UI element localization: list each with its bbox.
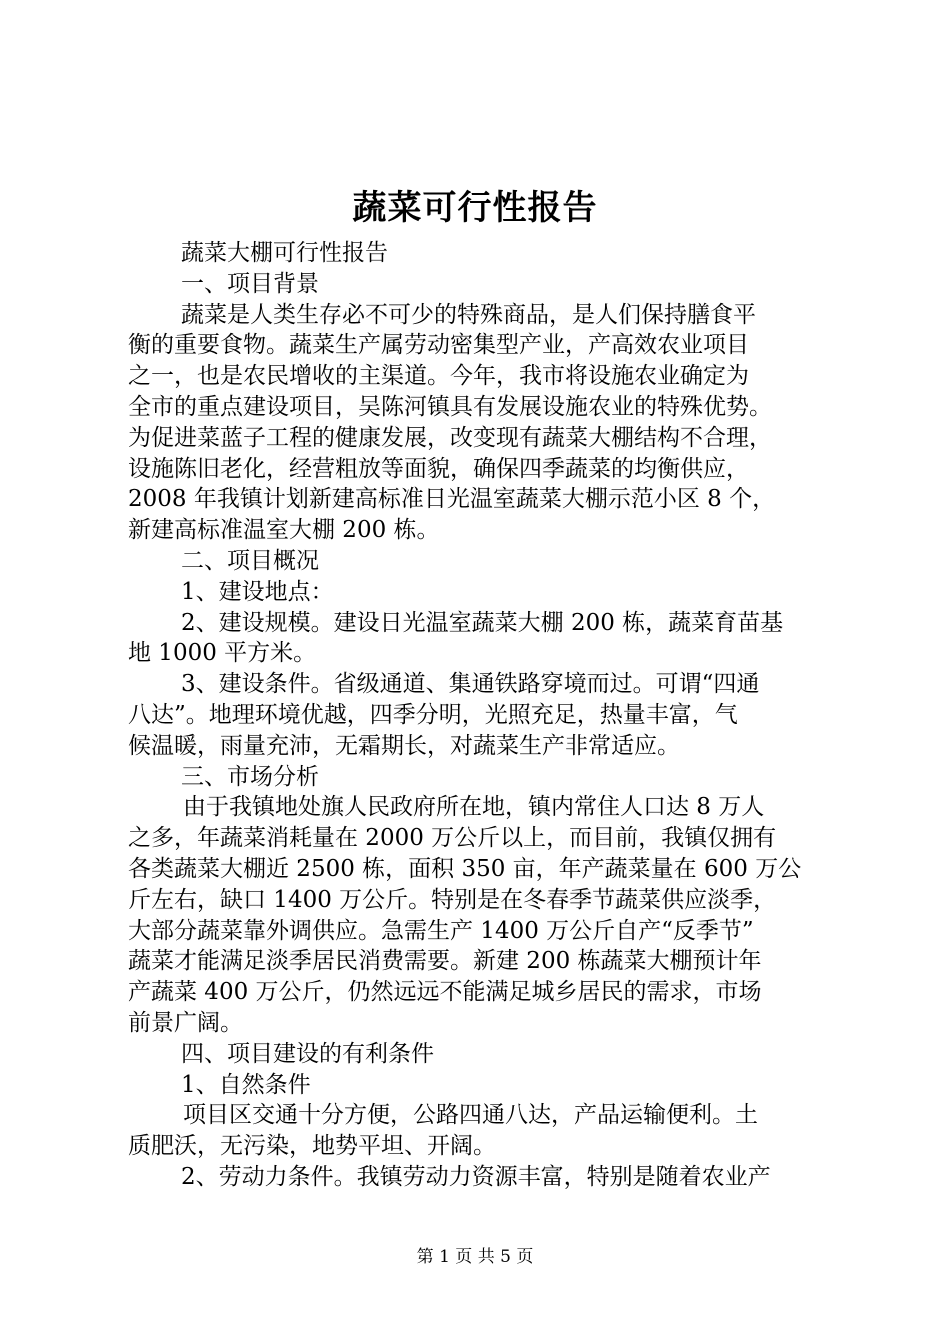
paragraph-line: 为促进菜蓝子工程的健康发展，改变现有蔬菜大棚结构不合理，: [128, 424, 772, 451]
document-title: 蔬菜可行性报告: [352, 188, 598, 228]
paragraph-line: 设施陈旧老化，经营粗放等面貌，确保四季蔬菜的均衡供应，: [128, 455, 749, 482]
paragraph-line: 新建高标准温室大棚 200 栋。: [128, 517, 440, 544]
paragraph-line: 蔬菜是人类生存必不可少的特殊商品，是人们保持膳食平: [181, 301, 756, 328]
paragraph-line: 由于我镇地处旗人民政府所在地，镇内常住人口达 8 万人: [183, 794, 765, 821]
paragraph-line: 项目区交通十分方便，公路四通八达，产品运输便利。土: [183, 1102, 758, 1129]
paragraph-line: 质肥沃，无污染，地势平坦、开阔。: [128, 1133, 496, 1160]
paragraph-line: 衡的重要食物。蔬菜生产属劳动密集型产业，产高效农业项目: [128, 332, 749, 359]
paragraph-line: 全市的重点建设项目，吴陈河镇具有发展设施农业的特殊优势。: [128, 393, 772, 420]
section-heading: 二、项目概况: [181, 547, 319, 574]
paragraph-line: 各类蔬菜大棚近 2500 栋，面积 350 亩，年产蔬菜量在 600 万公: [128, 855, 802, 882]
section-heading: 三、市场分析: [181, 763, 319, 790]
subsection-heading: 1、建设地点：: [181, 578, 334, 605]
paragraph-line: 斤左右，缺口 1400 万公斤。特别是在冬春季节蔬菜供应淡季，: [128, 886, 777, 913]
document-body: [128, 238, 830, 1193]
paragraph-line: 2、劳动力条件。我镇劳动力资源丰富，特别是随着农业产: [181, 1163, 771, 1190]
paragraph-line: 前景广阔。: [128, 1009, 243, 1036]
subtitle-line: 蔬菜大棚可行性报告: [181, 240, 388, 266]
subsection-heading: 1、自然条件: [181, 1071, 311, 1098]
page-footer: 第 1 页 共 5 页: [416, 1247, 534, 1267]
paragraph-line: 大部分蔬菜靠外调供应。急需生产 1400 万公斤自产“反季节”: [128, 917, 754, 944]
paragraph-line: 候温暖，雨量充沛，无霜期长，对蔬菜生产非常适应。: [128, 732, 680, 759]
paragraph-line: 地 1000 平方米。: [128, 640, 317, 667]
paragraph-line: 蔬菜才能满足淡季居民消费需要。新建 200 栋蔬菜大棚预计年: [128, 948, 762, 975]
paragraph-line: 2008 年我镇计划新建高标准日光温室蔬菜大棚示范小区 8 个，: [128, 486, 776, 513]
section-heading: 一、项目背景: [181, 270, 319, 297]
paragraph-line: 产蔬菜 400 万公斤，仍然远远不能满足城乡居民的需求，市场: [128, 979, 762, 1006]
paragraph-line: 八达”。地理环境优越，四季分明，光照充足，热量丰富，气: [128, 701, 738, 728]
paragraph-line: 之一，也是农民增收的主渠道。今年，我市将设施农业确定为: [128, 363, 749, 390]
paragraph-line: 之多，年蔬菜消耗量在 2000 万公斤以上，而目前，我镇仅拥有: [128, 825, 777, 852]
paragraph-line: 2、建设规模。建设日光温室蔬菜大棚 200 栋，蔬菜育苗基: [181, 609, 784, 636]
section-heading: 四、项目建设的有利条件: [181, 1040, 434, 1067]
paragraph-line: 3、建设条件。省级通道、集通铁路穿境而过。可谓“四通: [181, 671, 760, 698]
